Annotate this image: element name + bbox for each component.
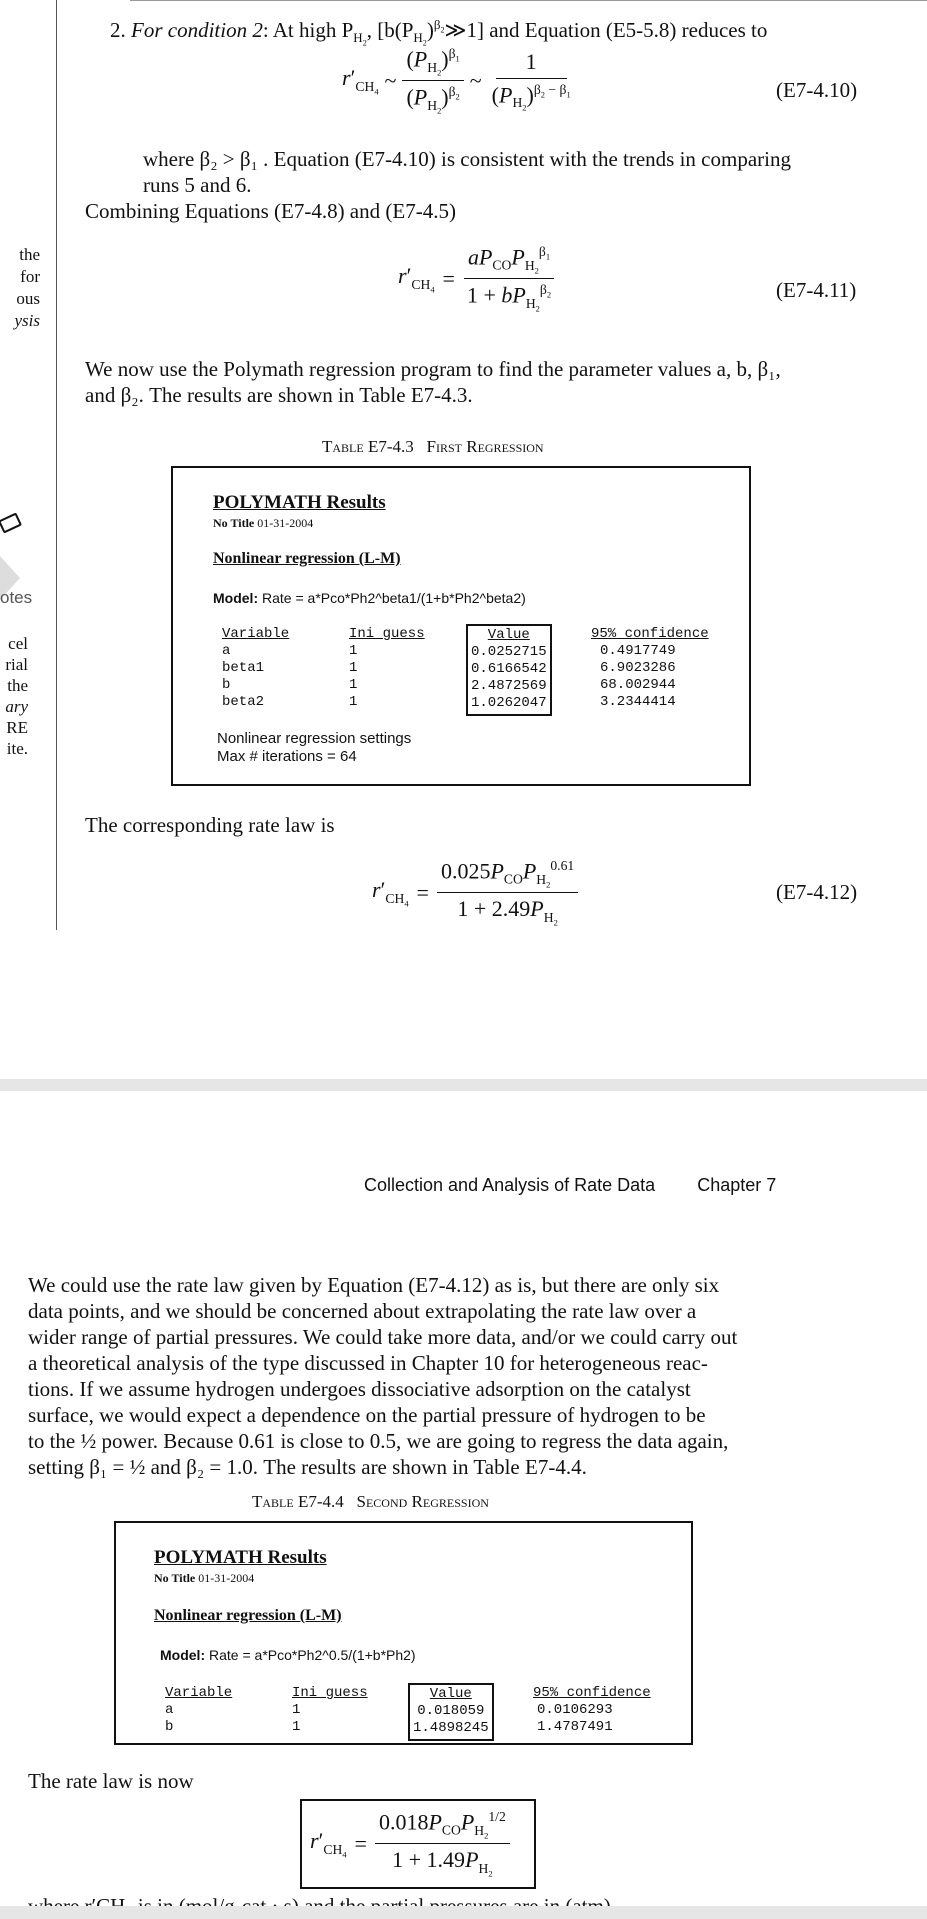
condition-mid: , [b(P	[366, 18, 414, 42]
regression-paragraph	[28, 1272, 908, 1480]
cell: a	[222, 643, 231, 659]
caption-title: Second Regression	[356, 1492, 489, 1511]
col-variable	[222, 626, 289, 711]
margin-note-fragments-2	[0, 633, 28, 759]
where-paragraph	[143, 146, 913, 198]
results-header: POLYMATH Results	[213, 492, 386, 513]
margin-word: the	[19, 245, 40, 264]
cell: 0.0252715	[471, 644, 547, 660]
condition-label: For condition 2	[131, 18, 263, 42]
margin-word: otes	[0, 588, 33, 607]
col-value	[408, 1683, 494, 1741]
rate-law-intro: The corresponding rate law is	[85, 813, 335, 837]
running-title: Collection and Analysis of Rate Data	[364, 1175, 656, 1195]
model-formula: Rate = a*Pco*Ph2^beta1/(1+b*Ph2^beta2)	[262, 590, 526, 606]
cell: 0.6166542	[471, 661, 547, 677]
col-header: Value	[429, 1686, 472, 1702]
settings-title: Nonlinear regression settings	[217, 730, 412, 747]
list-number: 2.	[110, 18, 126, 42]
text-line: tions. If we assume hydrogen undergoes dissociative adsorption on the catalyst	[28, 1377, 691, 1401]
results-subtitle	[213, 516, 313, 531]
cell: 2.4872569	[471, 678, 547, 694]
caption-label: Table E7-4.3	[322, 437, 414, 456]
caption-title: First Regression	[426, 437, 544, 456]
settings	[217, 730, 411, 766]
text-line: We now use the Polymath regression program to find the parameter values a, b, β₁,	[85, 357, 781, 381]
method: Nonlinear regression (L-M)	[213, 550, 401, 567]
cell: 0.0106293	[537, 1702, 613, 1718]
title-label: No Title	[213, 516, 255, 530]
cell: 1	[349, 677, 358, 693]
cut-top-line	[130, 0, 927, 4]
text-line: to the ½ power. Because 0.61 is close to 0.5, we are going to regress the data again,	[28, 1429, 729, 1453]
margin-note-fragments	[0, 244, 40, 332]
text-line: data points, and we should be concerned about extrapolating the rate law over a	[28, 1299, 697, 1323]
cell: 6.9023286	[600, 660, 676, 676]
bottom-strip	[0, 1906, 927, 1919]
caption-label: Table E7-4.4	[252, 1492, 344, 1511]
combining-line: Combining Equations (E7-4.8) and (E7-4.5)	[85, 199, 456, 223]
cell: 1.0262047	[471, 695, 547, 711]
cell: a	[165, 1702, 174, 1718]
col-ini-guess	[292, 1685, 368, 1736]
col-header: Variable	[222, 626, 290, 642]
text-line: and β₂. The results are shown in Table E7-4.3.	[85, 383, 473, 407]
equation-number: (E7-4.12)	[776, 880, 858, 904]
margin-word: ous	[16, 289, 40, 308]
model-line	[213, 590, 526, 606]
cell: 1	[349, 660, 358, 676]
cell: 0.018059	[417, 1703, 485, 1719]
cell: 0.4917749	[600, 643, 676, 659]
table-e7-4-3-caption	[322, 437, 544, 457]
col-header: Value	[487, 627, 530, 643]
date: 01-31-2004	[198, 1571, 255, 1585]
final-rate-law-box	[300, 1799, 536, 1889]
table-e7-4-4-caption	[252, 1492, 489, 1512]
margin-rule	[56, 0, 57, 930]
results-subtitle	[154, 1571, 254, 1586]
method: Nonlinear regression (L-M)	[154, 1607, 342, 1624]
cell: 3.2344414	[600, 694, 676, 710]
final-rate-law-equation: $r'_{CH_4}$ = $\frac{0.018P_{CO}P_{H_2}^{1/2}}{1 + 1.49P_{H_2}}$	[310, 1809, 510, 1879]
cell: b	[165, 1719, 174, 1735]
margin-word: ite.	[6, 739, 28, 758]
equation-number: (E7-4.10)	[776, 78, 858, 102]
polymath-intro	[85, 356, 915, 408]
chapter-label: Chapter 7	[697, 1175, 777, 1195]
col-header: 95% confidence	[533, 1685, 651, 1701]
cell: 68.002944	[600, 677, 676, 693]
text-line: We could use the rate law given by Equation (E7-4.12) as is, but there are only six	[28, 1273, 720, 1297]
margin-word: rial	[5, 655, 28, 674]
title-label: No Title	[154, 1571, 196, 1585]
rate-law-now: The rate law is now	[28, 1769, 194, 1793]
date: 01-31-2004	[257, 516, 314, 530]
margin-word: cel	[8, 634, 28, 653]
col-header: 95% confidence	[591, 626, 709, 642]
text-line: wider range of partial pressures. We could take more data, and/or we could carry out	[28, 1325, 738, 1349]
text-line: surface, we would expect a dependence on the partial pressure of hydrogen to be	[28, 1403, 706, 1427]
margin-word: RE	[6, 718, 28, 737]
polymath-results-table-4	[114, 1521, 693, 1745]
col-header: Variable	[165, 1685, 233, 1701]
cell: b	[222, 677, 231, 693]
running-header	[364, 1175, 776, 1196]
text-line: setting β₁ = ½ and β₂ = 1.0. The results are shown in Table E7-4.4.	[28, 1455, 587, 1479]
condition-text: : At high P	[262, 18, 354, 42]
equation-e7-4-10: $r'_{CH_4}$ ~ $\frac{(P_{H_2})^{\beta_1}}{(P_{H_2})^{\beta_2}}$ ~ $\frac{1}{(P_{H_2})^{\beta_2 - \beta_1}}$	[342, 46, 571, 116]
col-ini-guess	[349, 626, 425, 711]
equation-number: (E7-4.11)	[776, 278, 857, 302]
cell: 1	[349, 643, 358, 659]
cell: 1	[349, 694, 358, 710]
col-header: Ini guess	[292, 1685, 368, 1701]
equation-e7-4-11: $r'_{CH_4}$ = $\frac{aP_{CO}P_{H_2}^{\beta_1}}{1 + bP_{H_2}^{\beta_2}}$	[398, 244, 555, 314]
col-value	[466, 624, 552, 716]
model-line	[160, 1647, 416, 1663]
cell: 1.4787491	[537, 1719, 613, 1735]
text-line: runs 5 and 6.	[143, 173, 252, 197]
max-iterations: Max # iterations = 64	[217, 748, 357, 765]
model-formula: Rate = a*Pco*Ph2^0.5/(1+b*Ph2)	[209, 1647, 416, 1663]
col-header: Ini guess	[349, 626, 425, 642]
condition-tail: ≫1] and Equation (E5-5.8) reduces to	[444, 18, 768, 42]
margin-word: ysis	[14, 311, 40, 330]
margin-word: ary	[5, 697, 28, 716]
margin-word: for	[20, 267, 40, 286]
model-label: Model:	[160, 1647, 206, 1663]
polymath-results-table-3	[171, 466, 751, 786]
cell: 1	[292, 1719, 301, 1735]
col-confidence	[591, 626, 709, 711]
cell: beta1	[222, 660, 265, 676]
margin-word: the	[7, 676, 28, 695]
cell: 1.4898245	[413, 1720, 489, 1736]
cell: beta2	[222, 694, 265, 710]
equation-e7-4-12: $r'_{CH_4}$ = $\frac{0.025P_{CO}P_{H_2}^{0.61}}{1 + 2.49P_{H_2}}$	[372, 858, 578, 928]
col-confidence	[533, 1685, 651, 1736]
text-line: where β₂ > β₁ . Equation (E7-4.10) is consistent with the trends in comparing	[143, 147, 791, 171]
model-label: Model:	[213, 590, 259, 606]
pencil-icon	[0, 512, 22, 533]
page-separator	[0, 1079, 927, 1091]
cell: 1	[292, 1702, 301, 1718]
text-line: a theoretical analysis of the type discussed in Chapter 10 for heterogeneous reac-	[28, 1351, 708, 1375]
col-variable	[165, 1685, 232, 1736]
results-header: POLYMATH Results	[154, 1547, 327, 1568]
condition-2-line: 2. For condition 2: At high $P_{H_2}$, $[b(P_{H_2})^{\beta_2}≫1]$ and Equation (E5-5.8) reduces to	[110, 17, 768, 48]
